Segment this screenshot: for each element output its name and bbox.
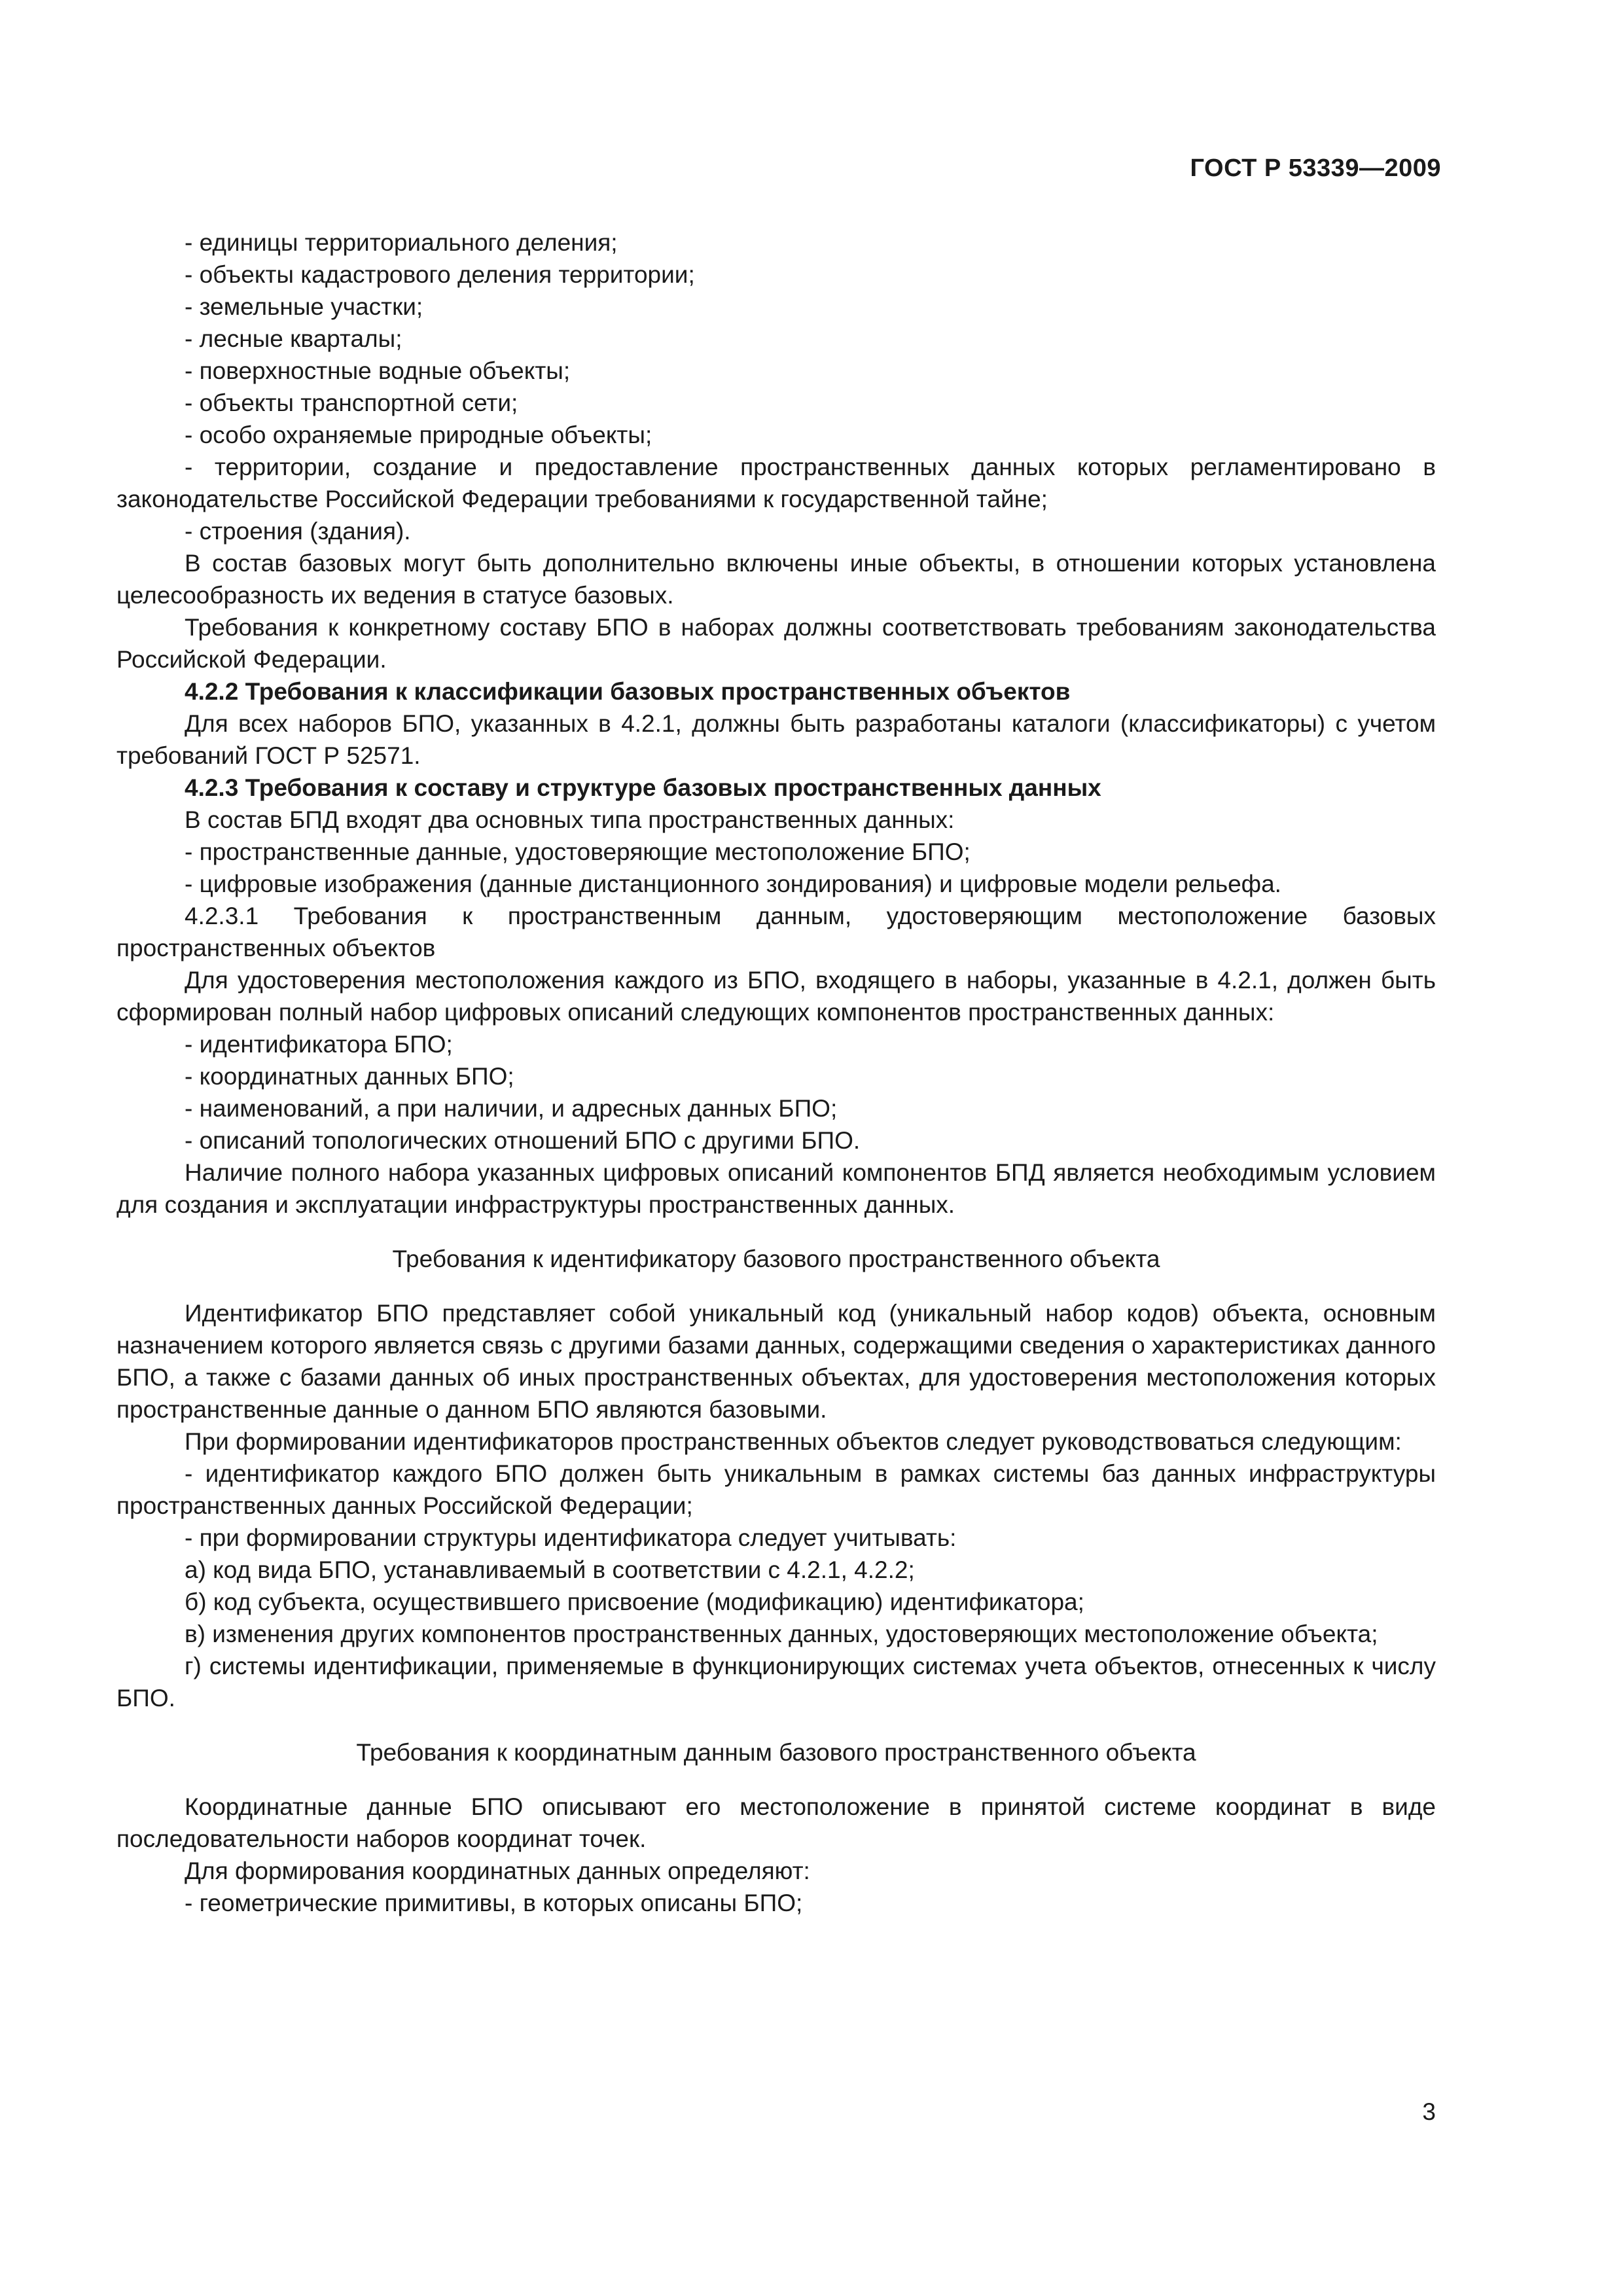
- paragraph: В состав базовых могут быть дополнительно включены иные объекты, в отношении которых установлена целесообразность их ведения в статусе базовых.: [116, 550, 1436, 609]
- list-item: - объекты транспортной сети;: [185, 389, 518, 416]
- list-item: - при формировании структуры идентификатора следует учитывать:: [185, 1524, 957, 1551]
- list-item: - цифровые изображения (данные дистанционного зондирования) и цифровые модели рельефа.: [185, 870, 1281, 897]
- section-heading-4-2-3: 4.2.3 Требования к составу и структуре базовых пространственных данных: [185, 774, 1101, 801]
- section-heading-4-2-2: 4.2.2 Требования к классификации базовых пространственных объектов: [185, 678, 1071, 705]
- list-item: - лесные кварталы;: [185, 325, 402, 352]
- paragraph: Наличие полного набора указанных цифровых описаний компонентов БПД является необходимым условием для создания и эксплуатации инфраструктуры пространственных данных.: [116, 1159, 1436, 1218]
- paragraph: Идентификатор БПО представляет собой уникальный код (уникальный набор кодов) объекта, основным назначением которого является связь с другими базами данных, содержащими сведения о характеристиках данного БПО, а также с базами данных об иных пространственных объектах, для удостоверения местоположения которых пространственные данные о данном БПО являются базовыми.: [116, 1300, 1436, 1423]
- list-item: - особо охраняемые природные объекты;: [185, 422, 652, 448]
- list-item: - поверхностные водные объекты;: [185, 357, 571, 384]
- paragraph: Для удостоверения местоположения каждого из БПО, входящего в наборы, указанные в 4.2.1, должен быть сформирован полный набор цифровых описаний следующих компонентов пространственных данных:: [116, 967, 1436, 1026]
- list-item: г) системы идентификации, применяемые в функционирующих системах учета объектов, отнесенных к числу БПО.: [116, 1653, 1436, 1712]
- list-item: - строения (здания).: [185, 518, 411, 545]
- paragraph: При формировании идентификаторов пространственных объектов следует руководствоваться следующим:: [185, 1428, 1402, 1455]
- list-item: - координатных данных БПО;: [185, 1063, 514, 1090]
- document-code: ГОСТ Р 53339—2009: [1190, 154, 1441, 182]
- list-item: - пространственные данные, удостоверяющие местоположение БПО;: [185, 838, 971, 865]
- paragraph: В состав БПД входят два основных типа пространственных данных:: [185, 806, 955, 833]
- list-item: - идентификатора БПО;: [185, 1031, 453, 1058]
- centered-heading-coordinates: Требования к координатным данным базового пространственного объекта: [356, 1739, 1196, 1766]
- document-body: [116, 226, 1436, 1919]
- list-item: в) изменения других компонентов пространственных данных, удостоверяющих местоположение объекта;: [185, 1621, 1378, 1647]
- centered-heading-identifier: Требования к идентификатору базового пространственного объекта: [392, 1246, 1160, 1272]
- list-item: - описаний топологических отношений БПО с другими БПО.: [185, 1127, 861, 1154]
- paragraph: Для формирования координатных данных определяют:: [185, 1857, 810, 1884]
- list-item: - геометрические примитивы, в которых описаны БПО;: [185, 1890, 803, 1916]
- paragraph: Для всех наборов БПО, указанных в 4.2.1, должны быть разработаны каталоги (классификаторы) с учетом требований ГОСТ Р 52571.: [116, 710, 1436, 769]
- list-item: б) код субъекта, осуществившего присвоение (модификацию) идентификатора;: [185, 1588, 1084, 1615]
- list-item: - территории, создание и предоставление пространственных данных которых регламентировано в законодательстве Российской Федерации требованиями к государственной тайне;: [116, 454, 1436, 512]
- list-item: - наименований, а при наличии, и адресных данных БПО;: [185, 1095, 838, 1122]
- paragraph: Требования к конкретному составу БПО в наборах должны соответствовать требованиям законодательства Российской Федерации.: [116, 614, 1436, 673]
- list-item: - идентификатор каждого БПО должен быть уникальным в рамках системы баз данных инфраструктуры пространственных данных Российской Федерации;: [116, 1460, 1436, 1519]
- subsection-heading-4-2-3-1: 4.2.3.1 Требования к пространственным данным, удостоверяющим местоположение базовых пространственных объектов: [116, 903, 1436, 961]
- list-item: а) код вида БПО, устанавливаемый в соответствии с 4.2.1, 4.2.2;: [185, 1556, 915, 1583]
- list-item: - объекты кадастрового деления территории;: [185, 261, 695, 288]
- page-number: 3: [1422, 2098, 1436, 2125]
- list-item: - единицы территориального деления;: [185, 229, 618, 256]
- paragraph: Координатные данные БПО описывают его местоположение в принятой системе координат в виде последовательности наборов координат точек.: [116, 1793, 1436, 1852]
- list-item: - земельные участки;: [185, 293, 423, 320]
